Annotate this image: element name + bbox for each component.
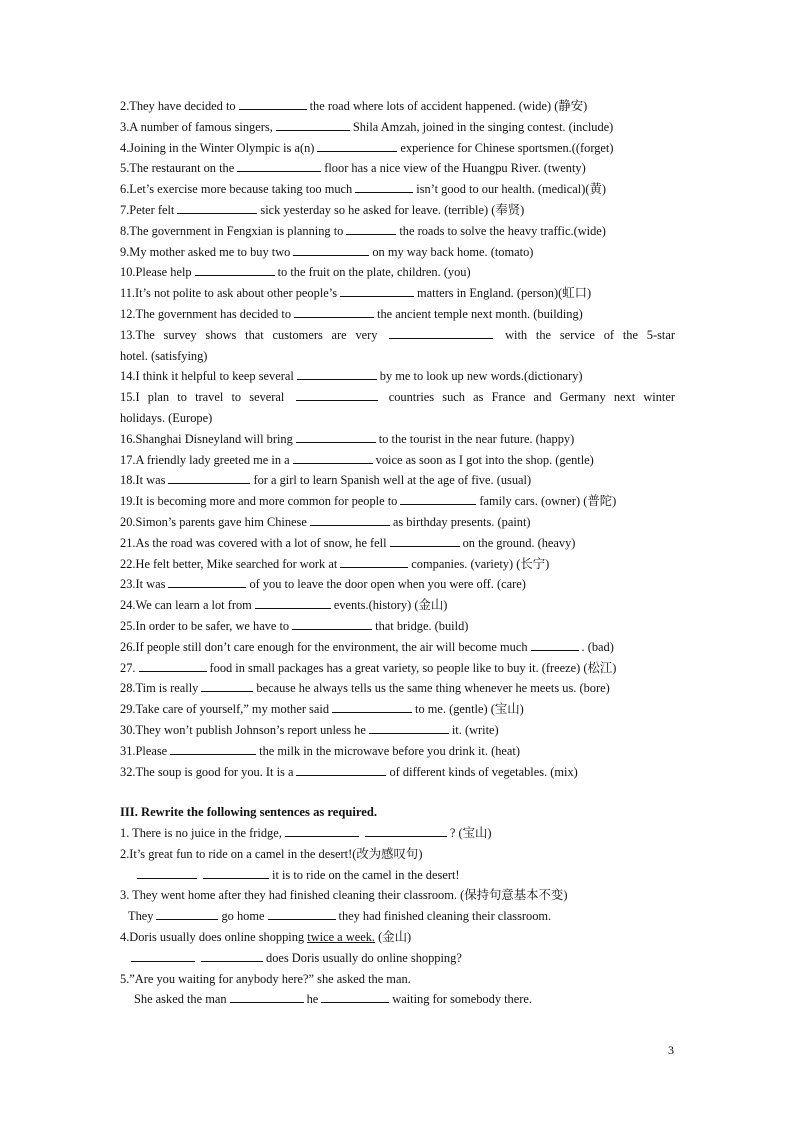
item-text-before: They have decided to: [129, 99, 236, 113]
answer-blank[interactable]: [297, 367, 377, 380]
item-text-before: My mother asked me to buy two: [129, 244, 291, 259]
item-text-after: food in small packages has a great variety, so people like to buy it. (freeze) (松江): [209, 660, 617, 675]
item-number: 22.: [120, 556, 136, 571]
answer-blank[interactable]: [317, 139, 397, 152]
item-text-after: Shila Amzah, joined in the singing contest. (include): [352, 119, 614, 134]
question-text: 1. There is no juice in the fridge,: [120, 826, 282, 841]
item-text-before: Joining in the Winter Olympic is a(n): [129, 140, 315, 155]
answer-blank[interactable]: [203, 866, 269, 879]
rewrite-question-1: [120, 823, 675, 844]
rewrite-question-4: [120, 927, 675, 948]
item-text-before: A number of famous singers,: [129, 119, 273, 134]
item-number: 6.: [120, 182, 130, 197]
item-text-before: The government has decided to: [135, 306, 292, 321]
list-item: [120, 491, 675, 512]
answer-blank[interactable]: [168, 471, 250, 484]
page-number: 3: [668, 1043, 674, 1057]
list-item: [120, 304, 675, 325]
list-item: [120, 158, 675, 179]
answer-line-4: [120, 948, 675, 969]
item-text-after: for a girl to learn Spanish well at the age of five. (usual): [253, 473, 532, 488]
question-text: 5.”Are you waiting for anybody here?” she asked the man.: [120, 971, 411, 986]
answer-text: They: [128, 909, 154, 924]
item-number: 3.: [120, 119, 130, 134]
list-item: [120, 699, 675, 720]
item-number: 13.: [120, 327, 136, 342]
item-text-after: that bridge. (build): [375, 618, 469, 633]
item-text-before: In order to be safer, we have to: [135, 618, 290, 633]
worksheet-page: [120, 96, 675, 1010]
answer-blank[interactable]: [369, 721, 449, 734]
item-text-after: to the tourist in the near future. (happy): [378, 431, 575, 446]
item-continuation: hotel. (satisfying): [120, 348, 208, 363]
answer-blank[interactable]: [230, 990, 304, 1003]
item-number: 27.: [120, 660, 136, 675]
item-text-after: of different kinds of vegetables. (mix): [389, 764, 578, 779]
answer-blank[interactable]: [365, 824, 447, 837]
answer-text: he: [306, 992, 319, 1007]
underlined-phrase: twice a week.: [307, 930, 376, 945]
item-text-after: . (bad): [581, 639, 614, 654]
answer-blank[interactable]: [340, 284, 414, 297]
list-item: [120, 678, 675, 699]
rewrite-question-2: [120, 844, 675, 865]
list-item: [120, 574, 675, 595]
answer-line-3: [120, 906, 675, 927]
item-text-after: the milk in the microwave before you drink it. (heat): [259, 743, 520, 758]
item-text-before: The government in Fengxian is planning to: [129, 223, 344, 238]
answer-text: waiting for somebody there.: [392, 992, 532, 1007]
answer-tail: it is to ride on the camel in the desert!: [272, 867, 460, 882]
answer-blank[interactable]: [268, 907, 336, 920]
item-text-after: voice as soon as I got into the shop. (gentle): [375, 452, 594, 467]
list-item: [120, 283, 675, 304]
list-item: [120, 470, 675, 491]
answer-line-2: [120, 865, 675, 886]
item-text-before: I plan to travel to several: [135, 390, 285, 405]
item-text-after: the road where lots of accident happened. (wide) (静安): [309, 99, 588, 113]
list-item: [120, 117, 675, 138]
item-number: 15.: [120, 390, 136, 405]
answer-blank[interactable]: [390, 534, 460, 547]
list-item: [120, 658, 675, 679]
item-text-before: The restaurant on the: [129, 161, 235, 176]
item-text-after: the roads to solve the heavy traffic.(wide): [399, 223, 606, 238]
item-continuation: holidays. (Europe): [120, 410, 213, 425]
item-text-before: The soup is good for you. It is a: [135, 764, 294, 779]
rewrite-question-5: [120, 969, 675, 990]
item-number: 31.: [120, 743, 136, 758]
item-text-after: of you to leave the door open when you were off. (care): [249, 577, 526, 592]
answer-blank[interactable]: [531, 638, 579, 651]
list-item: [120, 512, 675, 533]
item-text-after: with the service of the 5-star: [505, 327, 675, 342]
item-number: 10.: [120, 265, 136, 280]
item-text-after: matters in England. (person)(虹口): [417, 286, 592, 301]
item-number: 29.: [120, 702, 136, 717]
item-number: 11.: [120, 286, 136, 301]
item-text-before: A friendly lady greeted me in a: [135, 452, 290, 467]
item-text-before: It was: [135, 577, 166, 592]
item-number: 18.: [120, 473, 136, 488]
answer-blank[interactable]: [296, 388, 378, 401]
list-item: [120, 96, 675, 117]
item-text-before: The survey shows that customers are very: [135, 327, 378, 342]
item-text-before: Please: [135, 743, 168, 758]
item-number: 2.: [120, 99, 130, 113]
list-item: [120, 138, 675, 159]
item-text-before: It was: [135, 473, 166, 488]
answer-blank[interactable]: [177, 201, 257, 214]
item-number: 32.: [120, 764, 136, 779]
list-item: [120, 554, 675, 575]
item-text-after: floor has a nice view of the Huangpu River. (twenty): [324, 161, 586, 176]
list-item: [120, 429, 675, 450]
source-tag: (金山): [378, 930, 412, 945]
answer-blank[interactable]: [355, 180, 413, 193]
answer-blank[interactable]: [285, 824, 359, 837]
answer-blank[interactable]: [239, 97, 307, 110]
list-item: [120, 616, 675, 637]
list-item: [120, 221, 675, 242]
item-text-before: Shanghai Disneyland will bring: [135, 431, 293, 446]
answer-blank[interactable]: [296, 430, 376, 443]
word-formation-list: [120, 96, 675, 782]
question-tail: ? (宝山): [449, 826, 492, 841]
answer-blank[interactable]: [389, 326, 493, 339]
item-text-after: on my way back home. (tomato): [372, 244, 534, 259]
list-item: [120, 387, 675, 408]
item-number: 20.: [120, 514, 136, 529]
item-text-after: by me to look up new words.(dictionary): [379, 369, 583, 384]
answer-blank[interactable]: [201, 949, 263, 962]
list-item: [120, 533, 675, 554]
item-text-after: sick yesterday so he asked for leave. (terrible) (奉贤): [260, 202, 525, 217]
answer-blank[interactable]: [346, 222, 396, 235]
item-number: 5.: [120, 161, 130, 176]
item-text-before: It is becoming more and more common for people to: [135, 494, 398, 509]
list-item: [120, 179, 675, 200]
item-number: 16.: [120, 431, 136, 446]
list-item: [120, 450, 675, 471]
section-title: III. Rewrite the following sentences as required.: [120, 805, 377, 820]
list-item: [120, 325, 675, 346]
question-text: 2.It’s great fun to ride on a camel in the desert!(改为感叹句): [120, 846, 423, 861]
answer-text: She asked the man: [134, 992, 227, 1007]
list-item: [120, 242, 675, 263]
list-item: [120, 741, 675, 762]
item-number: 17.: [120, 452, 136, 467]
item-number: 30.: [120, 722, 136, 737]
list-item: [120, 200, 675, 221]
item-text-before: As the road was covered with a lot of snow, he fell: [135, 535, 387, 550]
answer-blank[interactable]: [137, 866, 197, 879]
item-text-after: because he always tells us the same thing whenever he meets us. (bore): [256, 681, 610, 696]
item-text-before: They won’t publish Johnson’s report unless he: [135, 722, 366, 737]
item-text-after: to the fruit on the plate, children. (you): [277, 265, 471, 280]
answer-blank[interactable]: [293, 243, 369, 256]
answer-blank[interactable]: [293, 451, 373, 464]
item-text-after: the ancient temple next month. (building): [377, 306, 583, 321]
answer-blank[interactable]: [296, 763, 386, 776]
item-text-before: Peter felt: [129, 202, 175, 217]
question-text: 3. They went home after they had finished cleaning their classroom. (保持句意基本不变): [120, 888, 568, 903]
answer-blank[interactable]: [310, 513, 390, 526]
answer-blank[interactable]: [321, 990, 389, 1003]
rewrite-question-3: [120, 885, 675, 906]
item-text-after: experience for Chinese sportsmen.((forget): [400, 140, 614, 155]
item-number: 12.: [120, 306, 136, 321]
item-number: 21.: [120, 535, 136, 550]
item-number: 25.: [120, 618, 136, 633]
item-number: 8.: [120, 223, 130, 238]
item-text-before: He felt better, Mike searched for work at: [135, 556, 338, 571]
list-item: [120, 762, 675, 783]
answer-blank[interactable]: [237, 159, 321, 172]
item-number: 4.: [120, 140, 130, 155]
answer-blank[interactable]: [332, 700, 412, 713]
item-text-before: We can learn a lot from: [135, 598, 252, 613]
item-number: 14.: [120, 369, 136, 384]
answer-blank[interactable]: [201, 679, 253, 692]
item-text-after: to me. (gentle) (宝山): [415, 702, 524, 717]
answer-blank[interactable]: [195, 263, 275, 276]
item-number: 24.: [120, 598, 136, 613]
item-text-after: as birthday presents. (paint): [392, 514, 531, 529]
item-text-after: on the ground. (heavy): [462, 535, 576, 550]
list-item: [120, 720, 675, 741]
item-text-before: Simon’s parents gave him Chinese: [135, 514, 307, 529]
item-text-before: Please help: [135, 265, 192, 280]
item-text-before: Let’s exercise more because taking too much: [129, 182, 353, 197]
item-number: 26.: [120, 639, 136, 654]
item-text-after: events.(history) (金山): [333, 598, 448, 613]
answer-blank[interactable]: [276, 118, 350, 131]
list-item: [120, 366, 675, 387]
answer-blank[interactable]: [170, 742, 256, 755]
answer-blank[interactable]: [400, 492, 476, 505]
item-text-after: family cars. (owner) (普陀): [479, 494, 617, 509]
item-text-before: Take care of yourself,” my mother said: [135, 702, 330, 717]
list-item: [120, 637, 675, 658]
item-text-after: companies. (variety) (长宁): [411, 556, 550, 571]
answer-blank[interactable]: [294, 305, 374, 318]
answer-tail: does Doris usually do online shopping?: [266, 950, 462, 965]
answer-blank[interactable]: [168, 575, 246, 588]
item-number: 19.: [120, 494, 136, 509]
item-text-after: countries such as France and Germany next winter: [388, 390, 675, 405]
answer-text: go home: [221, 909, 265, 924]
item-text-before: It’s not polite to ask about other people’s: [135, 286, 338, 301]
answer-text: they had finished cleaning their classroom.: [338, 909, 552, 924]
item-number: 28.: [120, 681, 136, 696]
answer-line-5: [120, 989, 675, 1010]
item-text-before: If people still don’t care enough for the environment, the air will become much: [135, 639, 528, 654]
list-item: [120, 595, 675, 616]
item-number: 23.: [120, 577, 136, 592]
item-text-after: isn’t good to our health. (medical)(黄): [416, 182, 606, 197]
answer-blank[interactable]: [340, 555, 408, 568]
answer-blank[interactable]: [255, 596, 331, 609]
item-text-after: it. (write): [451, 722, 499, 737]
item-text-before: Tim is really: [135, 681, 199, 696]
answer-blank[interactable]: [292, 617, 372, 630]
answer-blank[interactable]: [131, 949, 195, 962]
item-number: 7.: [120, 202, 130, 217]
answer-blank[interactable]: [156, 907, 218, 920]
item-text-before: I think it helpful to keep several: [135, 369, 294, 384]
answer-blank[interactable]: [139, 659, 207, 672]
item-number: 9.: [120, 244, 130, 259]
list-item: [120, 262, 675, 283]
question-text: 4.Doris usually does online shopping: [120, 930, 305, 945]
